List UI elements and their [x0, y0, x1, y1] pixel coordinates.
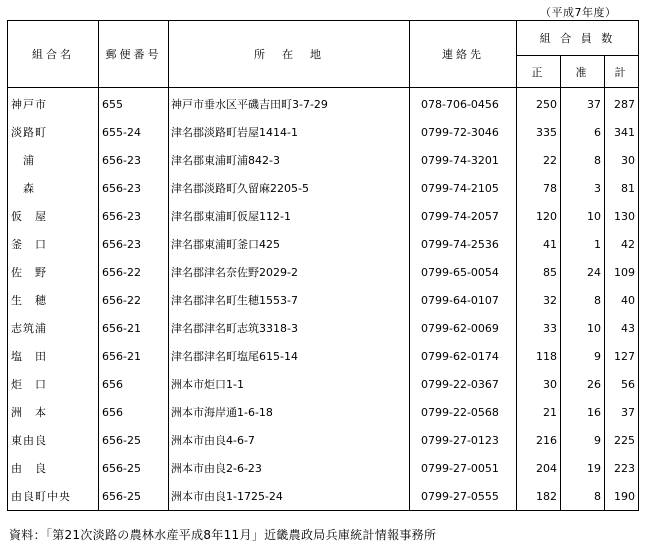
cell-associate: 19: [561, 454, 605, 482]
cell-total: 190: [605, 482, 639, 511]
cell-total: 223: [605, 454, 639, 482]
cell-address: 洲本市由良4-6-7: [169, 426, 410, 454]
cell-total: 56: [605, 370, 639, 398]
table-row: [8, 146, 639, 174]
cell-tel: 0799-74-2105: [410, 174, 517, 202]
cell-regular: 335: [517, 118, 561, 146]
cell-associate: 10: [561, 202, 605, 230]
cell-associate: 8: [561, 482, 605, 511]
cell-regular: 182: [517, 482, 561, 511]
cell-address: 津名郡津名奈佐野2029-2: [169, 258, 410, 286]
cell-regular: 41: [517, 230, 561, 258]
cell-name: 仮 屋: [8, 202, 99, 230]
cell-address: 津名郡津名町塩尾615-14: [169, 342, 410, 370]
cell-total: 341: [605, 118, 639, 146]
cell-associate: 16: [561, 398, 605, 426]
cell-regular: 33: [517, 314, 561, 342]
cell-address: 津名郡東浦町釜口425: [169, 230, 410, 258]
header-address: 所 在 地: [169, 21, 410, 88]
cell-name: 淡路町: [8, 118, 99, 146]
fishery-cooperatives-table: [7, 20, 639, 511]
cell-regular: 85: [517, 258, 561, 286]
cell-regular: 216: [517, 426, 561, 454]
cell-tel: 0799-22-0367: [410, 370, 517, 398]
cell-total: 30: [605, 146, 639, 174]
cell-associate: 6: [561, 118, 605, 146]
cell-zip: 656-23: [99, 202, 169, 230]
cell-associate: 8: [561, 286, 605, 314]
cell-address: 津名郡淡路町岩屋1414-1: [169, 118, 410, 146]
table-row: [8, 230, 639, 258]
cell-zip: 656: [99, 398, 169, 426]
table-row: [8, 314, 639, 342]
cell-tel: 0799-22-0568: [410, 398, 517, 426]
cell-zip: 656-25: [99, 482, 169, 511]
cell-regular: 118: [517, 342, 561, 370]
cell-tel: 0799-74-2057: [410, 202, 517, 230]
header-total: 計: [605, 56, 639, 88]
cell-name: 由良町中央: [8, 482, 99, 511]
cell-name: 由 良: [8, 454, 99, 482]
cell-total: 42: [605, 230, 639, 258]
cell-total: 81: [605, 174, 639, 202]
cell-name: 浦: [8, 146, 99, 174]
table-row: [8, 342, 639, 370]
fiscal-year-note: （平成7年度）: [540, 6, 617, 19]
cell-address: 津名郡津名町志筑3318-3: [169, 314, 410, 342]
table-row: [8, 202, 639, 230]
cell-regular: 204: [517, 454, 561, 482]
cell-associate: 10: [561, 314, 605, 342]
header-members: 組 合 員 数: [517, 21, 639, 56]
cell-regular: 120: [517, 202, 561, 230]
cell-name: 洲 本: [8, 398, 99, 426]
cell-name: 炬 口: [8, 370, 99, 398]
cell-associate: 3: [561, 174, 605, 202]
cell-associate: 24: [561, 258, 605, 286]
cell-associate: 8: [561, 146, 605, 174]
cell-address: 洲本市海岸通1-6-18: [169, 398, 410, 426]
cell-address: 津名郡東浦町浦842-3: [169, 146, 410, 174]
cell-regular: 22: [517, 146, 561, 174]
cell-total: 127: [605, 342, 639, 370]
cell-name: 生 穂: [8, 286, 99, 314]
table-row: [8, 286, 639, 314]
cell-regular: 21: [517, 398, 561, 426]
header-regular: 正: [517, 56, 561, 88]
cell-tel: 0799-27-0555: [410, 482, 517, 511]
cell-zip: 656-23: [99, 230, 169, 258]
cell-name: 塩 田: [8, 342, 99, 370]
cell-tel: 0799-27-0051: [410, 454, 517, 482]
cell-regular: 32: [517, 286, 561, 314]
cell-zip: 656-23: [99, 146, 169, 174]
table-row: [8, 426, 639, 454]
table-row: [8, 370, 639, 398]
cell-total: 43: [605, 314, 639, 342]
cell-associate: 26: [561, 370, 605, 398]
cell-tel: 0799-65-0054: [410, 258, 517, 286]
cell-zip: 656: [99, 370, 169, 398]
cell-tel: 0799-62-0069: [410, 314, 517, 342]
cell-total: 130: [605, 202, 639, 230]
cell-associate: 37: [561, 88, 605, 119]
table-row: [8, 174, 639, 202]
cell-associate: 1: [561, 230, 605, 258]
cell-address: 津名郡東浦町仮屋112-1: [169, 202, 410, 230]
cell-name: 東由良: [8, 426, 99, 454]
table-row: [8, 398, 639, 426]
cell-regular: 30: [517, 370, 561, 398]
cell-total: 37: [605, 398, 639, 426]
source-note: 資料：「第21次淡路の農林水産平成8年11月」近畿農政局兵庫統計情報事務所: [9, 528, 437, 542]
header-associate: 准: [561, 56, 605, 88]
cell-zip: 656-22: [99, 258, 169, 286]
cell-total: 287: [605, 88, 639, 119]
table-row: [8, 482, 639, 511]
cell-total: 109: [605, 258, 639, 286]
cell-name: 森: [8, 174, 99, 202]
cell-regular: 78: [517, 174, 561, 202]
cell-name: 釜 口: [8, 230, 99, 258]
cell-tel: 0799-64-0107: [410, 286, 517, 314]
cell-zip: 656-25: [99, 426, 169, 454]
cell-tel: 0799-72-3046: [410, 118, 517, 146]
cell-address: 神戸市垂水区平磯吉田町3-7-29: [169, 88, 410, 119]
cell-tel: 0799-74-3201: [410, 146, 517, 174]
cell-zip: 656-21: [99, 314, 169, 342]
cell-zip: 656-25: [99, 454, 169, 482]
cell-tel: 0799-74-2536: [410, 230, 517, 258]
cell-zip: 656-23: [99, 174, 169, 202]
cell-zip: 656-21: [99, 342, 169, 370]
cell-tel: 078-706-0456: [410, 88, 517, 119]
header-name: 組合名: [8, 21, 99, 88]
cell-name: 神戸市: [8, 88, 99, 119]
cell-address: 洲本市由良2-6-23: [169, 454, 410, 482]
table-row: [8, 258, 639, 286]
cell-address: 津名郡津名町生穂1553-7: [169, 286, 410, 314]
cell-zip: 655-24: [99, 118, 169, 146]
cell-name: 佐 野: [8, 258, 99, 286]
cell-tel: 0799-62-0174: [410, 342, 517, 370]
header-zip: 郵便番号: [99, 21, 169, 88]
cell-address: 洲本市由良1-1725-24: [169, 482, 410, 511]
table-row: [8, 454, 639, 482]
cell-tel: 0799-27-0123: [410, 426, 517, 454]
cell-total: 40: [605, 286, 639, 314]
cell-total: 225: [605, 426, 639, 454]
cell-zip: 655: [99, 88, 169, 119]
cell-associate: 9: [561, 426, 605, 454]
cell-name: 志筑浦: [8, 314, 99, 342]
table-row: [8, 88, 639, 119]
table-row: [8, 118, 639, 146]
cell-address: 津名郡淡路町久留麻2205-5: [169, 174, 410, 202]
header-tel: 連絡先: [410, 21, 517, 88]
cell-address: 洲本市炬口1-1: [169, 370, 410, 398]
cell-zip: 656-22: [99, 286, 169, 314]
cell-regular: 250: [517, 88, 561, 119]
cell-associate: 9: [561, 342, 605, 370]
